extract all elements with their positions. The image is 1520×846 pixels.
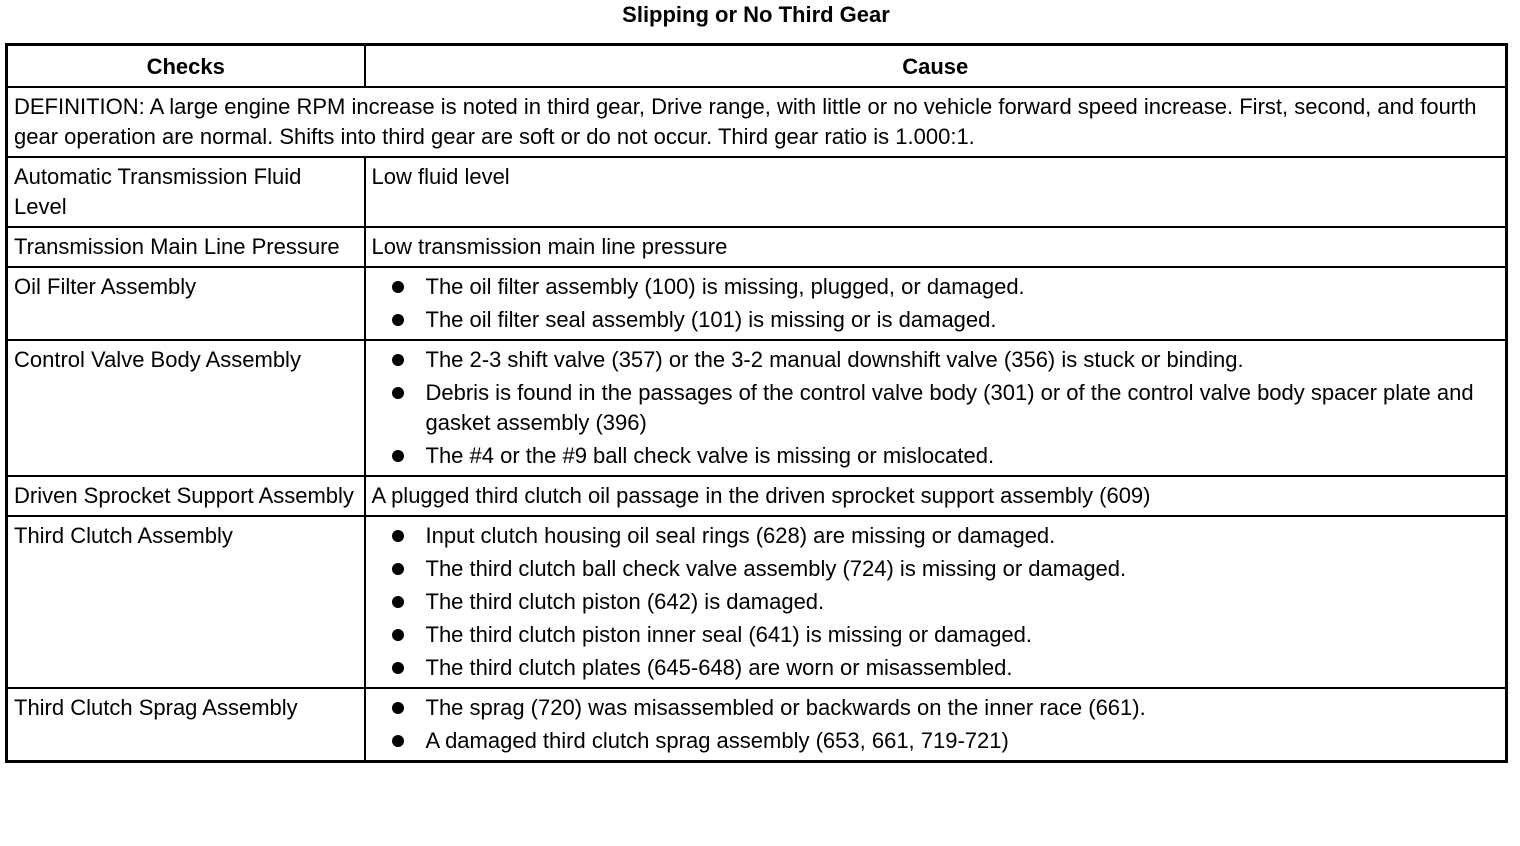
- bullet-icon: [392, 387, 404, 399]
- cause-column-header: Cause: [365, 45, 1507, 88]
- table-row: [7, 267, 1507, 340]
- bullet-icon: [392, 629, 404, 641]
- cause-cell: A plugged third clutch oil passage in the driven sprocket support assembly (609): [365, 476, 1507, 516]
- table-row: [7, 157, 1507, 227]
- cause-cell: [365, 340, 1507, 476]
- cause-text: The third clutch piston (642) is damaged.: [425, 589, 825, 614]
- page-title: Slipping or No Third Gear: [622, 2, 890, 27]
- check-cell: Automatic Transmission Fluid Level: [7, 157, 365, 227]
- cause-list-item: [389, 345, 1500, 375]
- cause-list-item: [389, 305, 1500, 335]
- table-row: [7, 688, 1507, 762]
- table-row: [7, 476, 1507, 516]
- definition-row: [7, 87, 1507, 157]
- table-row: [7, 227, 1507, 267]
- cause-text: A damaged third clutch sprag assembly (653, 661, 719-721): [425, 728, 1009, 753]
- bullet-icon: [392, 530, 404, 542]
- cause-list: [372, 521, 1500, 683]
- cause-list-item: [389, 653, 1500, 683]
- cause-text: The 2-3 shift valve (357) or the 3-2 manual downshift valve (356) is stuck or binding.: [425, 347, 1244, 372]
- bullet-icon: [392, 702, 404, 714]
- cause-list: [372, 345, 1500, 471]
- cause-list-item: [389, 726, 1500, 756]
- cause-cell: [365, 267, 1507, 340]
- cause-text: The oil filter seal assembly (101) is missing or is damaged.: [425, 307, 997, 332]
- cause-list-item: [389, 693, 1500, 723]
- cause-text: Debris is found in the passages of the control valve body (301) or of the control valve body spacer plate and gasket assembly (396): [425, 380, 1474, 435]
- check-cell: Driven Sprocket Support Assembly: [7, 476, 365, 516]
- check-cell: Third Clutch Assembly: [7, 516, 365, 688]
- table-row: [7, 516, 1507, 688]
- bullet-icon: [392, 563, 404, 575]
- check-cell: Oil Filter Assembly: [7, 267, 365, 340]
- header-row: [7, 45, 1507, 88]
- bullet-icon: [392, 281, 404, 293]
- cause-cell: Low fluid level: [365, 157, 1507, 227]
- cause-list-item: [389, 521, 1500, 551]
- cause-list: [372, 272, 1500, 335]
- cause-list-item: [389, 272, 1500, 302]
- check-cell: Transmission Main Line Pressure: [7, 227, 365, 267]
- bullet-icon: [392, 354, 404, 366]
- cause-list-item: [389, 587, 1500, 617]
- cause-list-item: [389, 378, 1500, 438]
- bullet-icon: [392, 662, 404, 674]
- check-cell: Third Clutch Sprag Assembly: [7, 688, 365, 762]
- cause-text: The third clutch plates (645-648) are worn or misassembled.: [425, 655, 1013, 680]
- cause-list-item: [389, 620, 1500, 650]
- cause-text: Input clutch housing oil seal rings (628) are missing or damaged.: [425, 523, 1056, 548]
- bullet-icon: [392, 450, 404, 462]
- cause-cell: [365, 516, 1507, 688]
- cause-list-item: [389, 441, 1500, 471]
- cause-cell: Low transmission main line pressure: [365, 227, 1507, 267]
- bullet-icon: [392, 735, 404, 747]
- table-row: [7, 340, 1507, 476]
- cause-text: The third clutch piston inner seal (641) is missing or damaged.: [425, 622, 1033, 647]
- definition-text: DEFINITION: A large engine RPM increase is noted in third gear, Drive range, with little or no vehicle forward speed increase. First, second, and fourth gear operation are normal. Shifts into third gear are soft or do not occur. Third gear ratio is 1.000:1.: [7, 87, 1507, 157]
- bullet-icon: [392, 314, 404, 326]
- cause-text: The sprag (720) was misassembled or backwards on the inner race (661).: [425, 695, 1146, 720]
- bullet-icon: [392, 596, 404, 608]
- cause-list-item: [389, 554, 1500, 584]
- cause-cell: [365, 688, 1507, 762]
- cause-list: [372, 693, 1500, 756]
- cause-text: The third clutch ball check valve assembly (724) is missing or damaged.: [425, 556, 1127, 581]
- checks-column-header: Checks: [7, 45, 365, 88]
- diagnostic-table: [5, 43, 1508, 763]
- check-cell: Control Valve Body Assembly: [7, 340, 365, 476]
- cause-text: The oil filter assembly (100) is missing, plugged, or damaged.: [425, 274, 1025, 299]
- cause-text: The #4 or the #9 ball check valve is missing or mislocated.: [425, 443, 995, 468]
